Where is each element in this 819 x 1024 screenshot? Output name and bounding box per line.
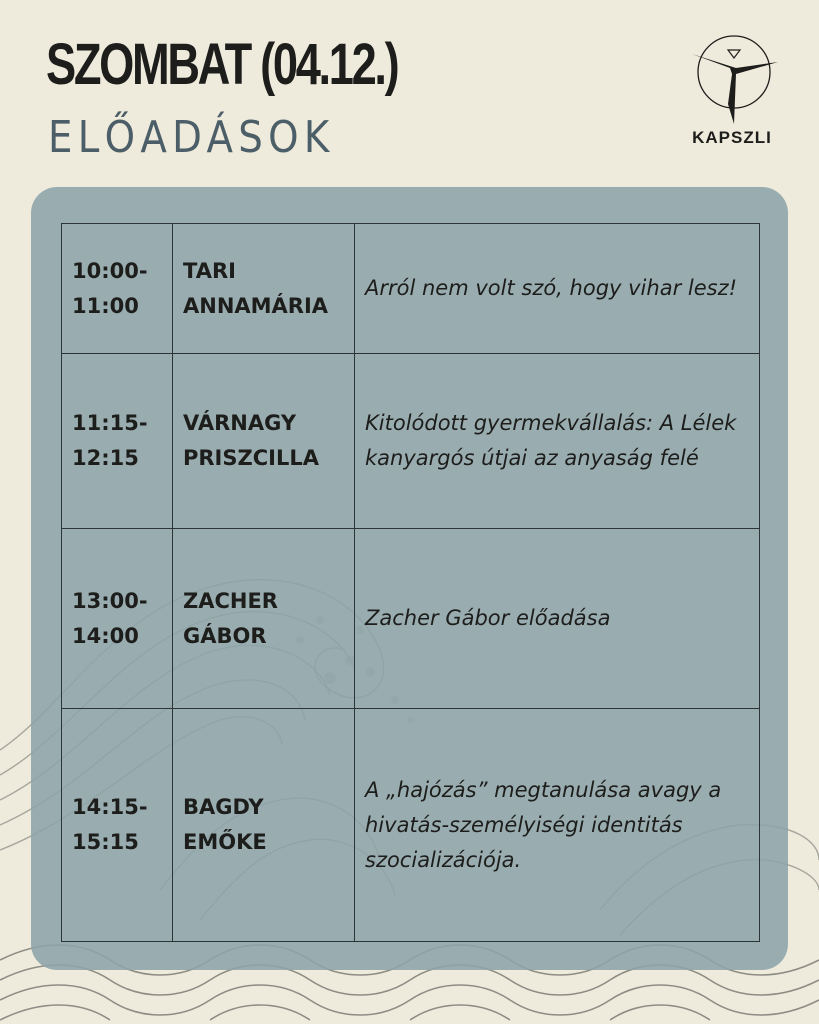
time-start: 10:00- bbox=[72, 258, 148, 283]
time-end: 11:00 bbox=[72, 293, 139, 318]
logo-text: KAPSZLI bbox=[692, 128, 772, 147]
speaker-name: PRISZCILLA bbox=[183, 446, 319, 470]
speaker-name: TARI bbox=[183, 258, 236, 283]
time-cell bbox=[62, 224, 173, 354]
speaker-name: GÁBOR bbox=[183, 623, 267, 648]
time-start: 11:15- bbox=[72, 411, 148, 435]
time-cell bbox=[62, 354, 173, 529]
table-row bbox=[62, 224, 760, 354]
schedule-table bbox=[61, 223, 760, 942]
time-cell bbox=[62, 529, 173, 709]
table-row bbox=[62, 709, 760, 942]
table-row bbox=[62, 354, 760, 529]
topic-cell: Kitolódott gyermekvállalás: A Lélek kanyargós útjai az anyaság felé bbox=[355, 354, 760, 529]
topic-cell: Zacher Gábor előadása bbox=[355, 529, 760, 709]
table-row bbox=[62, 529, 760, 709]
speaker-cell bbox=[173, 224, 355, 354]
speaker-name: BAGDY bbox=[183, 795, 264, 819]
speaker-name: ANNAMÁRIA bbox=[183, 293, 329, 318]
time-end: 15:15 bbox=[72, 830, 139, 854]
speaker-name: ZACHER bbox=[183, 588, 278, 613]
speaker-name: VÁRNAGY bbox=[183, 411, 297, 435]
logo bbox=[684, 34, 784, 150]
time-cell bbox=[62, 709, 173, 942]
speaker-cell bbox=[173, 354, 355, 529]
time-end: 12:15 bbox=[72, 446, 139, 470]
topic-cell: A „hajózás” megtanulása avagy a hivatás-személyiségi identitás szocializációja. bbox=[355, 709, 760, 942]
speaker-cell bbox=[173, 529, 355, 709]
page-subtitle: ELŐADÁSOK bbox=[48, 112, 335, 163]
time-start: 13:00- bbox=[72, 588, 148, 613]
speaker-name: EMŐKE bbox=[183, 830, 267, 854]
time-end: 14:00 bbox=[72, 623, 139, 648]
page-title: SZOMBAT (04.12.) bbox=[46, 32, 398, 97]
speaker-cell bbox=[173, 709, 355, 942]
topic-cell: Arról nem volt szó, hogy vihar lesz! bbox=[355, 224, 760, 354]
kapszli-logo-icon bbox=[688, 34, 780, 126]
time-start: 14:15- bbox=[72, 795, 148, 819]
